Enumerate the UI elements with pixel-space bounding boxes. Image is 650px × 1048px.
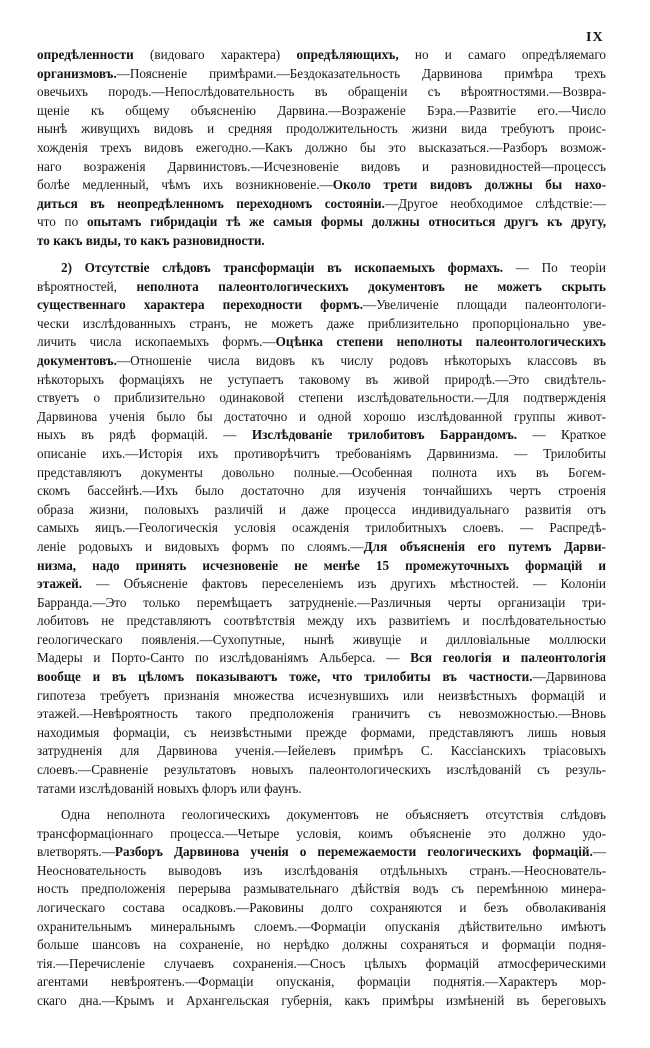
text-line	[37, 918, 606, 937]
text-segment: трансформаціоннаго процесса.—Четыре условія, коимъ объясненіе это должно удо-	[37, 825, 606, 841]
text-segment: личить числа ископаемыхъ формъ.—	[37, 334, 276, 350]
text-line	[37, 955, 606, 974]
text-line	[37, 445, 606, 464]
bold-text-segment: низма, надо принять исчезновеніе не менѣе 15 промежуточныхъ формацій и	[37, 557, 606, 573]
text-line	[37, 213, 606, 232]
text-segment: чески изслѣдованныхъ странъ, не можетъ даже приблизительно пропорціонально уве-	[37, 315, 606, 331]
text-segment: описаніе ихъ.—Исторія ихъ противорѣчитъ требованіямъ Дарвинизма. — Трилобиты	[37, 445, 606, 461]
text-segment: охранительнымъ минеральнымъ слоемъ.—Формаціи опусканія дѣйствительно имѣютъ	[37, 918, 606, 934]
text-segment: —	[592, 844, 606, 860]
text-line	[37, 612, 606, 631]
text-segment: татами изслѣдованій новыхъ флоръ или фаунъ.	[37, 780, 302, 796]
text-segment: самыхъ яицъ.—Геологическія условія осажденія трилобитныхъ слоевъ. — Распредѣ-	[37, 520, 606, 536]
text-line	[37, 389, 606, 408]
text-line	[37, 936, 606, 955]
text-segment: нынѣ живущихъ видовъ и средняя продолжительность жизни вида требуютъ проис-	[37, 121, 606, 137]
text-segment: влетворять.—	[37, 844, 115, 860]
text-segment: что по	[37, 214, 87, 230]
text-line	[37, 352, 606, 371]
text-line	[37, 687, 606, 706]
text-segment: щеніе къ общему объясненію Дарвина.—Возраженіе Бэра.—Развитіе его.—Число	[37, 102, 606, 118]
text-segment: Мадеры и Порто-Санто по изслѣдованіямъ Альберса. —	[37, 650, 411, 666]
text-line	[37, 501, 606, 520]
text-segment: —Отношеніе числа видовъ къ числу родовъ нѣкоторыхъ классовъ въ	[116, 352, 606, 368]
bold-text-segment: Около трети видовъ должны бы нахо-	[332, 177, 606, 193]
text-line	[37, 899, 606, 918]
bold-text-segment: то какъ виды, то какъ разновидности.	[37, 232, 265, 248]
text-line	[37, 631, 606, 650]
bold-text-segment: опредѣленности	[37, 47, 134, 62]
text-segment: но и самаго опредѣляемаго	[398, 47, 607, 62]
text-segment: находимыя формаціи, съ неизвѣстными прежде формами, представляютъ лишь новыя	[37, 724, 606, 740]
text-line	[37, 371, 606, 390]
text-segment: гипотеза требуетъ признанія множества исчезнувшихъ или неизвѣстныхъ формацій и	[37, 687, 606, 703]
text-segment: Неосновательность выводовъ изъ изслѣдованія отдѣльныхъ странъ.—Неоснователь-	[37, 862, 606, 878]
text-segment: — Объясненіе фактовъ переселеніемъ изъ другихъ мѣстностей. — Колоніи	[82, 576, 606, 592]
text-segment: тія.—Перечисленіе случаевъ сохраненія.—Сносъ цѣлыхъ формацій атмосферическими	[37, 955, 606, 971]
bold-text-segment: опытамъ гибридаціи тѣ же самыя формы должны относиться другъ къ другу,	[86, 214, 606, 230]
bold-text-segment: Изслѣдованіе трилобитовъ Баррандомъ.	[251, 427, 518, 443]
text-line	[37, 538, 606, 557]
text-line	[37, 315, 606, 334]
text-line	[37, 120, 606, 139]
text-line	[37, 408, 606, 427]
text-line	[37, 668, 606, 687]
text-segment: геологическаго появленія.—Сухопутные, нынѣ живущіе и дилловіальные моллюски	[37, 631, 606, 647]
bold-text-segment: 2) Отсутствіе слѣдовъ трансформаціи въ ископаемыхъ формахъ.	[61, 260, 504, 275]
text-line	[37, 278, 606, 297]
text-segment: (видоваго характера)	[133, 47, 297, 62]
text-segment: —Увеличеніе площади палеонтологи-	[363, 297, 606, 313]
text-line	[37, 333, 606, 352]
text-line	[37, 158, 606, 177]
text-segment: представляютъ документы довольно полные.—Особенная полнота ихъ въ Богем-	[37, 464, 606, 480]
text-segment: —Другое необходимое слѣдствіе:—	[384, 195, 606, 211]
bold-text-segment: Разборъ Дарвинова ученія о перемежаемости геологическихъ формацій.	[114, 844, 593, 860]
text-line	[37, 724, 606, 743]
text-segment: лобитовъ не представляютъ соотвѣтствія между ихъ развитіемъ и послѣдовательностью	[37, 613, 606, 629]
text-segment: логическаго состава осадковъ.—Раковины долго сохраняются и безъ обволакиванія	[37, 899, 606, 915]
text-line	[37, 102, 606, 121]
text-line	[37, 65, 606, 84]
bold-text-segment: документовъ.	[37, 352, 117, 368]
text-line	[37, 139, 606, 158]
bold-text-segment: Для объясненія его путемъ Дарви-	[363, 538, 606, 554]
text-line	[37, 232, 606, 251]
text-line	[37, 482, 606, 501]
bold-text-segment: диться въ неопредѣленномъ переходномъ состояніи.	[37, 195, 385, 211]
text-segment: Барранда.—Это только перемѣщаетъ затрудненіе.—Различныя черты организаціи три-	[37, 594, 606, 610]
text-segment: болѣе медленный, чѣмъ ихъ возникновеніе.—	[37, 177, 333, 193]
text-line	[37, 705, 606, 724]
text-line	[37, 806, 606, 825]
text-line	[37, 46, 606, 65]
text-line	[37, 649, 606, 668]
text-segment: скомъ бассейнѣ.—Ихъ было достаточно для изученія тончайшихъ чертъ строенія	[37, 483, 606, 499]
bold-text-segment: этажей.	[37, 576, 83, 592]
text-line	[37, 296, 606, 315]
text-segment: —Дарвинова	[532, 669, 606, 685]
text-segment: ствуетъ о приблизительно одинаковой степени изслѣдовательности.—Для подтвержденія	[37, 390, 606, 406]
paragraph-3	[37, 806, 606, 1011]
text-segment: агентами невѣроятенъ.—Формаціи опусканія, формаціи поднятія.—Характеръ мор-	[37, 974, 606, 990]
text-line	[37, 880, 606, 899]
text-line	[37, 862, 606, 881]
text-segment: образа жизни, половыхъ различій и даже процесса индивидуальнаго развитія отъ	[37, 501, 606, 517]
text-line	[37, 426, 606, 445]
text-line	[37, 519, 606, 538]
text-segment: больше шансовъ на сохраненіе, но нерѣдко должны сохраняться и формаціи подня-	[37, 937, 606, 953]
page-number: IX	[586, 30, 604, 45]
text-line	[37, 176, 606, 195]
text-segment: —Поясненіе примѣрами.—Бездоказательность Дарвинова примѣра трехъ	[116, 65, 606, 81]
text-segment: Дарвинова ученія было бы достаточно и одной хорошо изслѣдованной группы живот-	[37, 408, 606, 424]
text-segment: — Краткое	[517, 427, 607, 443]
text-segment: леніе родовыхъ и видовыхъ формъ по слоямъ.—	[37, 538, 364, 554]
text-line	[37, 780, 606, 799]
bold-text-segment: Вся геологія и палеонтологія	[410, 650, 607, 666]
bold-text-segment: опредѣляющихъ,	[296, 47, 399, 62]
bold-text-segment: вообще и въ цѣломъ показываютъ тоже, что трилобиты въ частности.	[37, 669, 533, 685]
text-segment: затрудненія для Дарвинова ученія.—Іейелевъ примѣръ С. Кассіанскихъ тріасовыхъ	[37, 743, 606, 759]
text-segment: ность предположенія перерыва размывательнаго дѣйствія водъ съ перемѣнною минера-	[37, 881, 606, 897]
text-line	[37, 742, 606, 761]
bold-text-segment: Оцѣнка степени неполноты палеонтологическихъ	[275, 334, 606, 350]
text-segment: хожденія трехъ видовъ ежегодно.—Какъ должно бы это высказаться.—Разборъ возмож-	[37, 139, 606, 155]
text-line	[37, 594, 606, 613]
text-line	[37, 195, 606, 214]
text-line	[37, 761, 606, 780]
paragraph-2	[37, 259, 606, 798]
text-line	[37, 259, 606, 278]
text-line	[37, 843, 606, 862]
text-segment: Одна неполнота геологическихъ документовъ не объясняетъ отсутствія слѣдовъ	[61, 807, 606, 822]
text-line	[37, 464, 606, 483]
text-segment: этажей.—Невѣроятность такого предположенія граничитъ съ невозможностью.—Вновь	[37, 706, 606, 722]
text-segment: вѣроятностей,	[37, 278, 137, 294]
paragraph-1	[37, 46, 606, 251]
text-line	[37, 973, 606, 992]
text-line	[37, 83, 606, 102]
text-segment: скаго дна.—Крымъ и Архангельская губернія, какъ примѣры измѣненій въ береговыхъ	[37, 992, 606, 1008]
bold-text-segment: организмовъ.	[37, 65, 117, 81]
text-segment: — По теоріи	[503, 260, 606, 275]
text-segment: нѣкоторыхъ формаціяхъ не уступаетъ таковому въ живой природѣ.—Это свидѣтель-	[37, 371, 606, 387]
text-line	[37, 557, 606, 576]
text-line	[37, 825, 606, 844]
text-segment: ныхъ въ рядѣ формацій. —	[37, 427, 252, 443]
text-segment: наго возраженія Дарвинистовъ.—Исчезновеніе видовъ и разновидностей—процессъ	[37, 158, 606, 174]
text-segment: овечьихъ породъ.—Непослѣдовательность въ обращеніи съ вѣроятностями.—Возвра-	[37, 84, 606, 100]
text-segment: слоевъ.—Сравненіе результатовъ новыхъ палеонтологическихъ изслѣдованій съ резуль-	[37, 762, 606, 778]
text-line	[37, 992, 606, 1011]
bold-text-segment: неполнота палеонтологическихъ документовъ не можетъ скрыть	[136, 278, 606, 294]
text-line	[37, 575, 606, 594]
bold-text-segment: существеннаго характера переходности формъ.	[37, 297, 363, 313]
